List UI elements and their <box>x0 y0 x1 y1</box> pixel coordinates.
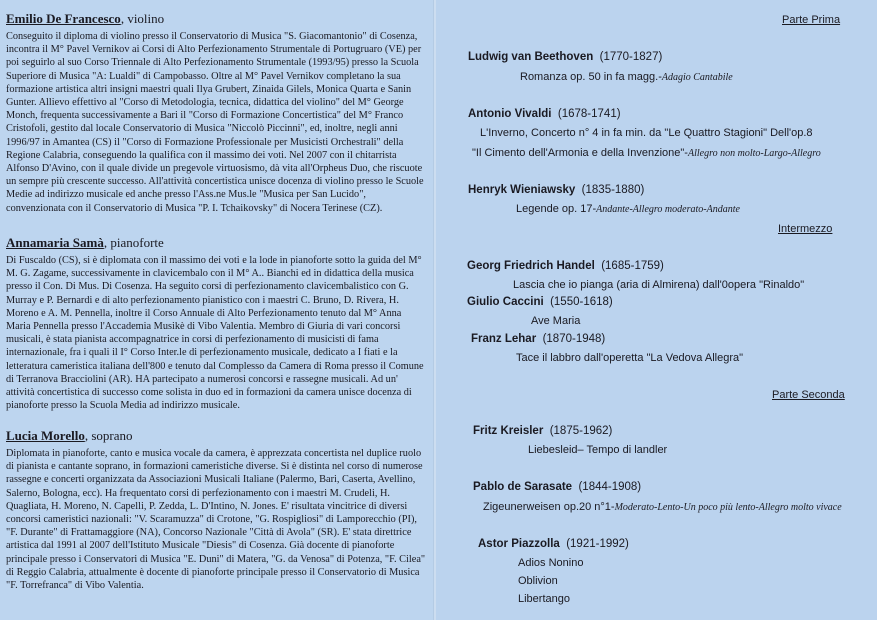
work-title: Ave Maria <box>531 315 581 327</box>
performer-name: Lucia Morello <box>6 428 85 443</box>
performer-role: , soprano <box>84 428 133 443</box>
composer-dates: (1685-1759) <box>601 260 664 272</box>
composer-line <box>467 296 613 308</box>
work-line <box>516 203 740 215</box>
bio-text: Di Fuscaldo (CS), si è diplomata con il massimo dei voti e la lode in pianoforte sotto la guida del M° M. G. Zagame, successivamente in clavicembalo con il M° A.. Bianchi ed in didattica della musica presso il Con. Di Mus. Di Cosenza. Ha seguito corsi di perfezionamento clavicembalistico con G. Murray e P. Bernardi e di alto perfezionamento pianistico con i maestri C. Bruno, D. Rivera, H. Moreno e A. M. Pennella, inoltre il Corso Annuale di Alto Perfezionamento tenuto dal M° Anna Maria Pennella presso l'Accademia Musikè di Vibo Valentia. Membro di Giuria di vari concorsi musicali, è stata pianista accompagnatrice in corsi di perfezionamento di musicisti di fama internazionale, fra i quali il I° Corso Inter.le di perfezionamento musicale, dedicato a I fiati e la letteratura cameristica italiana dell'800 e tenuto dal Complesso da Camera di Roma presso il Comune di Terranova Bracciolini (AR). HA partecipato a numerosi concorsi e rassegne musicali. Ad un' attività concertistica di successo come solista in duo ed in formazioni da camera unisce docenza di pianoforte presso la Scuola Media ad indirizzo musicale. <box>6 255 424 412</box>
composer-dates: (1844-1908) <box>578 481 642 493</box>
section-parte-prima: Parte Prima <box>782 14 841 26</box>
composer-line <box>468 184 644 196</box>
bio-heading <box>6 235 426 250</box>
work-line <box>520 71 733 83</box>
composer-line <box>473 425 612 437</box>
bio-emilio <box>6 11 426 215</box>
bio-annamaria <box>6 235 426 412</box>
work-title: Legende op. 17- <box>516 203 597 215</box>
work-line <box>518 575 558 587</box>
work-title: "Il Cimento dell'Armonia e della Invenzione"- <box>472 147 688 159</box>
work-title: Libertango <box>518 593 570 605</box>
composer-dates: (1875-1962) <box>549 425 613 437</box>
work-title: Romanza op. 50 in fa magg.- <box>520 71 662 83</box>
section-intermezzo: Intermezzo <box>778 223 833 235</box>
composer-line <box>473 481 641 493</box>
work-title: Oblivion <box>518 575 558 587</box>
composer-name: Antonio Vivaldi <box>468 108 552 120</box>
work-line <box>528 444 667 456</box>
work-line <box>483 501 842 513</box>
performer-role: , violino <box>120 11 165 26</box>
performer-name: Annamaria Samà <box>6 235 104 250</box>
section-parte-seconda: Parte Seconda <box>772 389 845 401</box>
composer-dates: (1550-1618) <box>550 296 613 308</box>
work-tempo: Adagio Cantabile <box>661 72 733 83</box>
right-page <box>436 0 877 620</box>
performer-name: Emilio De Francesco <box>6 11 121 26</box>
work-line <box>531 315 580 327</box>
work-line <box>518 593 570 605</box>
work-tempo: Moderato-Lento-Un poco più lento-Allegro molto vivace <box>614 502 842 513</box>
left-page <box>0 0 434 620</box>
composer-line <box>471 333 605 345</box>
work-title: L'Inverno, Concerto n° 4 in fa min. da "Le Quattro Stagioni" Dell'op.8 <box>480 127 813 139</box>
composer-dates: (1870-1948) <box>542 333 606 345</box>
composer-name: Pablo de Sarasate <box>473 481 573 493</box>
composer-name: Fritz Kreisler <box>473 425 544 437</box>
work-title: Adios Nonino <box>518 557 584 569</box>
work-line <box>472 147 821 159</box>
bio-heading <box>6 11 426 26</box>
work-title: Liebesleid– Tempo di landler <box>528 444 668 456</box>
composer-name: Henryk Wieniawsky <box>468 184 576 196</box>
work-line <box>513 279 804 291</box>
composer-line <box>468 51 662 63</box>
composer-name: Astor Piazzolla <box>478 538 560 550</box>
bio-text: Diplomata in pianoforte, canto e musica vocale da camera, è apprezzata concertista nel duplice ruolo di pianista e cantante soprano, in formazioni cameristiche diverse. Si è distinta nel corso di numerose rassegne e concerti organizzata da Associazioni Musicali Italiane (Palermo, Bari, Caserta, Avellino, Salerno, Bologna, ecc). Ha frequentato corsi di perfezionamento con i maestri M. Crudeli, H. Quagliata, H. Moreno, N. Capelli, P. Zedda, L. D'Intino, N. Jones. E' risultata vincitrice di diversi concorsi cameristici nazionali: "V. Scaramuzza" di Crotone, "G. Rospigliosi" di Lamporecchio (PI), "F. Durante" di Frattamaggiore (NA), Concorso Nazionale "Città di Avola" (SR). E' stata direttrice artistica dal 1991 al 2007 dell'Istituto Musicale "Diesis" di Cosenza. Già docente di pianoforte principale presso i Conservatori di Musica "E. Duni" di Matera, "G. da Venosa" di Potenza, "F. Cilea" di Reggio Calabria, attualmente è docente di pianoforte principale presso il Conservatorio di Musica "F. Torrefranca" di Vibo Valentia. <box>6 448 426 592</box>
work-tempo: Allegro non molto-Largo-Allegro <box>687 148 821 159</box>
bio-heading <box>6 428 426 443</box>
composer-name: Georg Friedrich Handel <box>467 260 595 272</box>
composer-dates: (1835-1880) <box>581 184 645 196</box>
work-line <box>518 557 583 569</box>
work-title: Lascia che io pianga (aria di Almirena) dall'0opera "Rinaldo" <box>513 279 805 291</box>
composer-name: Franz Lehar <box>471 333 537 345</box>
bio-lucia <box>6 428 426 592</box>
composer-line <box>468 108 621 120</box>
bio-text: Conseguito il diploma di violino presso il Conservatorio di Musica "S. Giacomantonio" di Cosenza, incontra il M° Pavel Vernikov ai Corsi di Alto Perfezionamento Strumentale di Portugruaro (VE) per poi seguirlo al suo Corso Triennale di Alto Perfezionamento Strumentale (1993/95) presso la Scuola Superiore di Musica "A: Lualdi" di Campobasso. Oltre al M° Pavel Vernikov completano la sua formazione artistica altri insigni maestri quali Ilya Grubert, Zinaida Gilels, Monica Quarta e Sanin Gunter. Allievo effettivo al "Corso di Metodologia, tecnica, didattica del violino" del M° George Monch, frequenta successivamente a Bari il "Corso di Formazione Concertistica" del M° Franco Cristofoli, gestito dal locale Conservatorio di Musica "Niccolò Piccinni", ed, inoltre, negli anni 1996/97 in Amantea (CS) il "Corso di Formazione Professionale per Musicisti Orchestrali" della Regione Calabria, conseguendo la qualifica con il massimo dei voti. Nel 2007 con il chitarrista Alfonso D'Avino, con il quale divide un pregevole virtuosismo, dà vita all'Orpheus Duo, che riscuote un sempre più crescente successo. All'attività concertistica unisce docenza di violino presso le Scuole Medie ad indirizzo musicale ed anche presso l'Ass.ne Mus.le "Musica per San Lucido", convenzionata con il Conservatorio di Musica "P. I. Tchaikovsky" di Nocera Terinese (CZ). <box>6 31 424 214</box>
work-title: Tace il labbro dall'operetta "La Vedova Allegra" <box>516 352 744 364</box>
work-title: Zigeunerweisen op.20 n°1- <box>483 501 615 513</box>
composer-line <box>478 538 629 550</box>
work-tempo: Andante-Allegro moderato-Andante <box>596 204 740 215</box>
composer-name: Ludwig van Beethoven <box>468 51 594 63</box>
composer-name: Giulio Caccini <box>467 296 544 308</box>
composer-dates: (1770-1827) <box>599 51 663 63</box>
composer-line <box>467 260 664 272</box>
work-line <box>480 127 813 139</box>
work-line <box>516 352 743 364</box>
performer-role: , pianoforte <box>103 235 164 250</box>
composer-dates: (1921-1992) <box>566 538 629 550</box>
composer-dates: (1678-1741) <box>557 108 621 120</box>
